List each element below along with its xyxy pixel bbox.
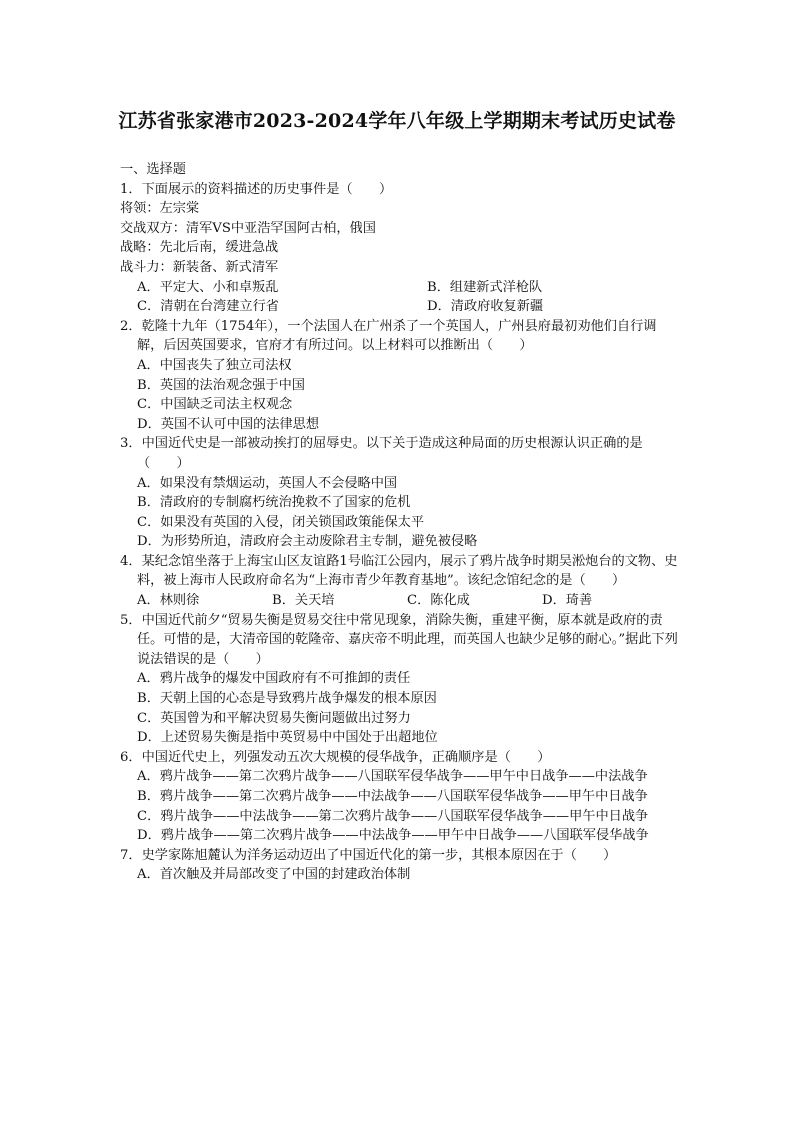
q4-option-b: B．关天培 [272,593,335,609]
exam-title: 江苏省张家港市2023-2024学年八年级上学期期末考试历史试卷 [118,110,676,132]
q5-option-c: C．英国曾为和平解决贸易失衡问题做出过努力 [137,710,411,726]
question-5-stem: 5．中国近代前夕“贸易失衡是贸易交往中常见现象，消除失衡，重建平衡，原本就是政府的责任。可惜的是，大清帝国的乾隆帝、嘉庆帝不明此理，而英国人也缺少足够的耐心。”据此下列说法错误的是（ ） [120,612,678,667]
q3-option-b: B．清政府的专制腐朽统治挽救不了国家的危机 [137,495,411,511]
q1-option-c: C．清朝在台湾建立行省 [137,299,279,315]
q1-options-row-1 [120,278,680,298]
q3-option-d: D．为形势所迫，清政府会主动废除君主专制，避免被侵略 [137,534,478,550]
q5-option-a: A．鸦片战争的爆发中国政府有不可推卸的责任 [137,671,411,687]
q1-option-a: A．平定大、小和卓叛乱 [137,279,279,295]
question-2-stem: 2．乾隆十九年（1754年），一个法国人在广州杀了一个英国人，广州县府最初劝他们自行调解，后因英国要求，官府才有所过问。以上材料可以推断出（ ） [120,318,657,354]
section-heading: 一、选择题 [120,162,186,177]
q4-option-a: A．林则徐 [137,593,200,609]
q1-info-sides: 交战双方：清军VS中亚浩罕国阿古柏，俄国 [120,220,376,236]
q1-info-general: 将领：左宗棠 [120,201,200,217]
q2-option-d: D．英国不认可中国的法律思想 [137,416,320,432]
q2-option-c: C．中国缺乏司法主权观念 [137,397,293,413]
q6-option-a: A．鸦片战争——第二次鸦片战争——八国联军侵华战争——甲午中日战争——中法战争 [137,769,648,785]
q3-option-c: C．如果没有英国的入侵，闭关锁国政策能保太平 [137,514,425,530]
q4-options-row [120,591,680,611]
q5-option-b: B．天朝上国的心态是导致鸦片战争爆发的根本原因 [137,691,437,707]
question-7-stem: 7．史学家陈旭麓认为洋务运动迈出了中国近代化的第一步，其根本原因在于（ ） [120,847,617,863]
q1-option-b: B．组建新式洋枪队 [427,279,543,295]
q3-option-a: A．如果没有禁烟运动，英国人不会侵略中国 [137,475,398,491]
q2-option-b: B．英国的法治观念强于中国 [137,377,305,393]
q4-option-c: C．陈化成 [407,593,470,609]
q6-option-c: C．鸦片战争——中法战争——第二次鸦片战争——八国联军侵华战争——甲午中日战争 [137,808,649,824]
q1-info-force: 战斗力：新装备、新式清军 [120,259,279,275]
q7-option-a: A．首次触及并局部改变了中国的封建政治体制 [137,867,411,883]
q6-option-d: D．鸦片战争——第二次鸦片战争——中法战争——甲午中日战争——八国联军侵华战争 [137,828,649,844]
q5-option-d: D．上述贸易失衡是指中英贸易中中国处于出超地位 [137,730,438,746]
q1-info-strategy: 战略：先北后南，缓进急战 [120,240,279,256]
q1-options-row-2 [120,297,680,317]
question-1-stem: 1．下面展示的资料描述的历史事件是（ ） [120,181,393,197]
q4-option-d: D．琦善 [542,593,593,609]
exam-content [120,160,680,885]
question-3-stem: 3．中国近代史是一部被动挨打的屈辱史。以下关于造成这种局面的历史根源认识正确的是（ ） [120,436,643,471]
q6-option-b: B．鸦片战争——第二次鸦片战争——中法战争——八国联军侵华战争——甲午中日战争 [137,789,648,804]
q2-option-a: A．中国丧失了独立司法权 [137,357,292,373]
q1-option-d: D．清政府收复新疆 [427,299,544,315]
question-4-stem: 4．某纪念馆坐落于上海宝山区友谊路1号临江公园内，展示了鸦片战争时期吴淞炮台的文物、史料，被上海市人民政府命名为“上海市青少年教育基地”。该纪念馆纪念的是（ ） [120,553,678,589]
question-6-stem: 6．中国近代史上，列强发动五次大规模的侵华战争，正确顺序是（ ） [120,749,551,765]
